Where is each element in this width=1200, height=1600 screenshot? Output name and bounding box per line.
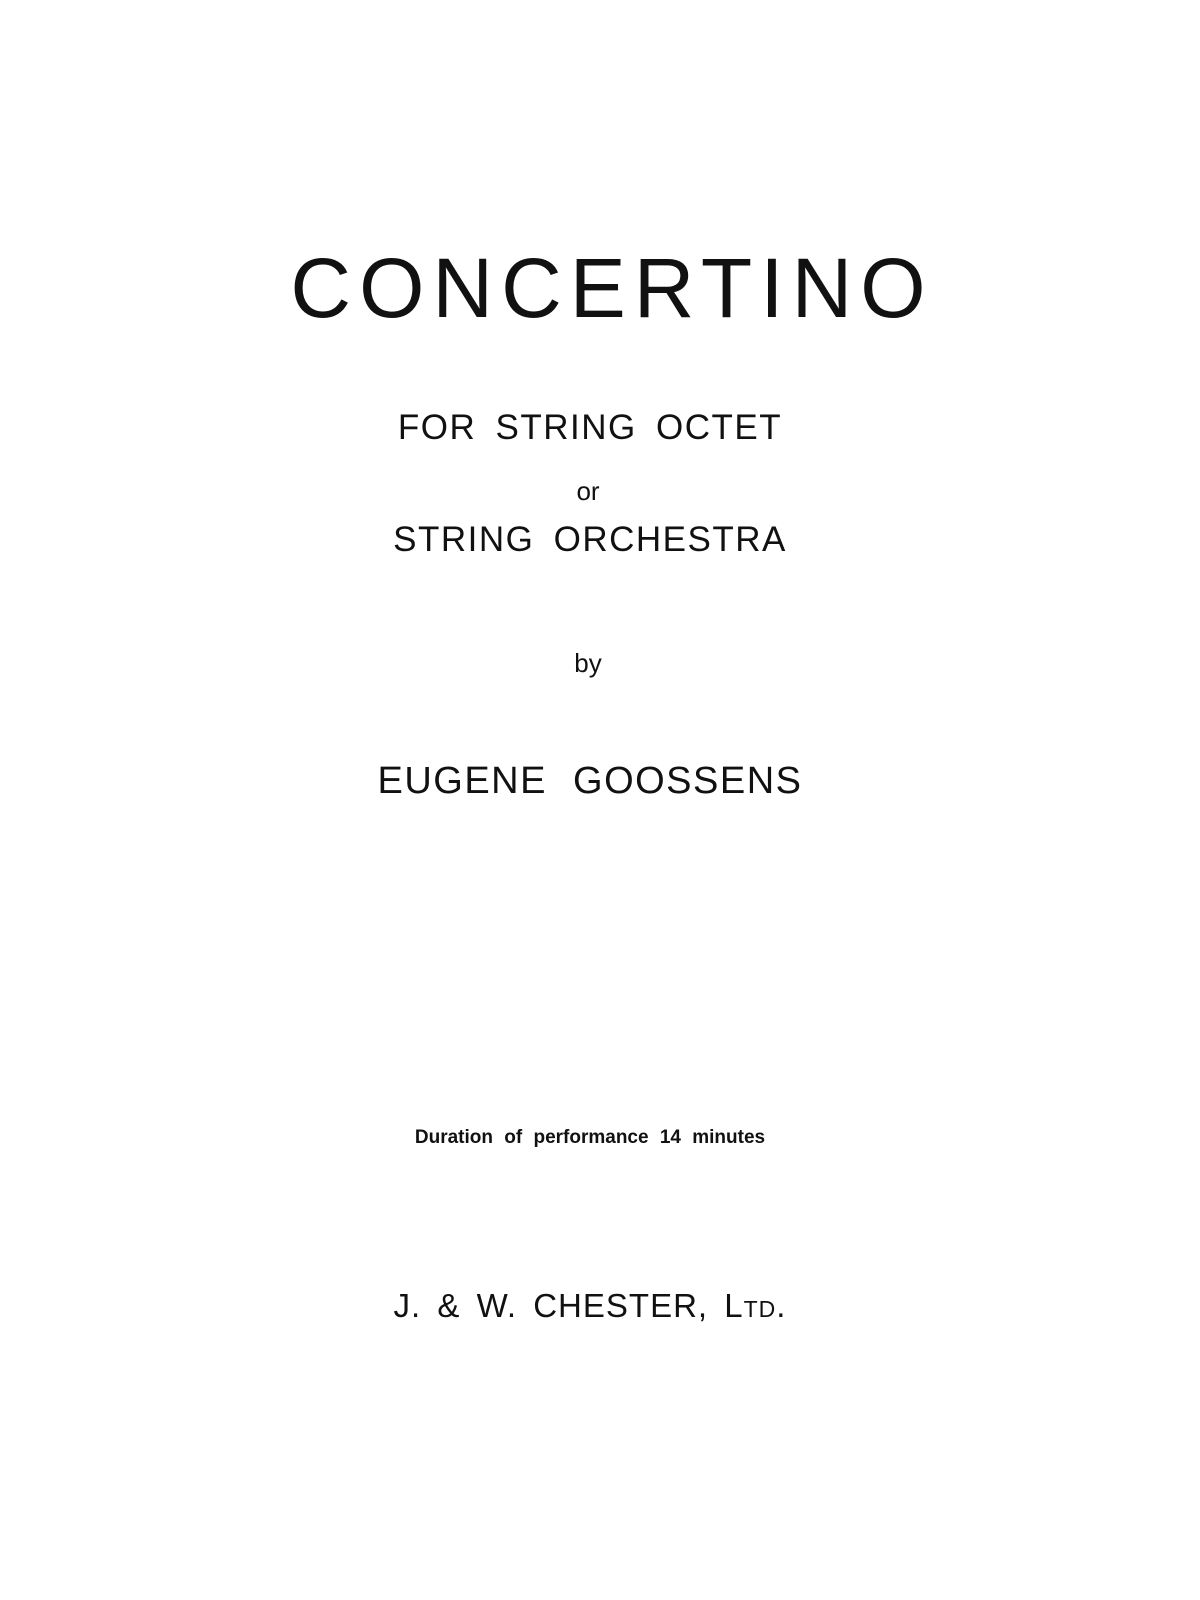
publisher-name: J. & W. CHESTER,	[393, 1287, 709, 1324]
work-title: CONCERTINO	[290, 241, 934, 335]
composer-name: EUGENE GOOSSENS	[377, 760, 803, 802]
publisher	[0, 1289, 1190, 1322]
publisher-suffix: Ltd.	[724, 1287, 787, 1324]
instrumentation-line-2: STRING ORCHESTRA	[393, 520, 787, 559]
performance-duration: Duration of performance 14 minutes	[414, 1127, 766, 1148]
instrumentation-line-1: FOR STRING OCTET	[397, 408, 783, 447]
instrumentation-or: or	[576, 476, 600, 506]
by-label: by	[574, 648, 602, 678]
